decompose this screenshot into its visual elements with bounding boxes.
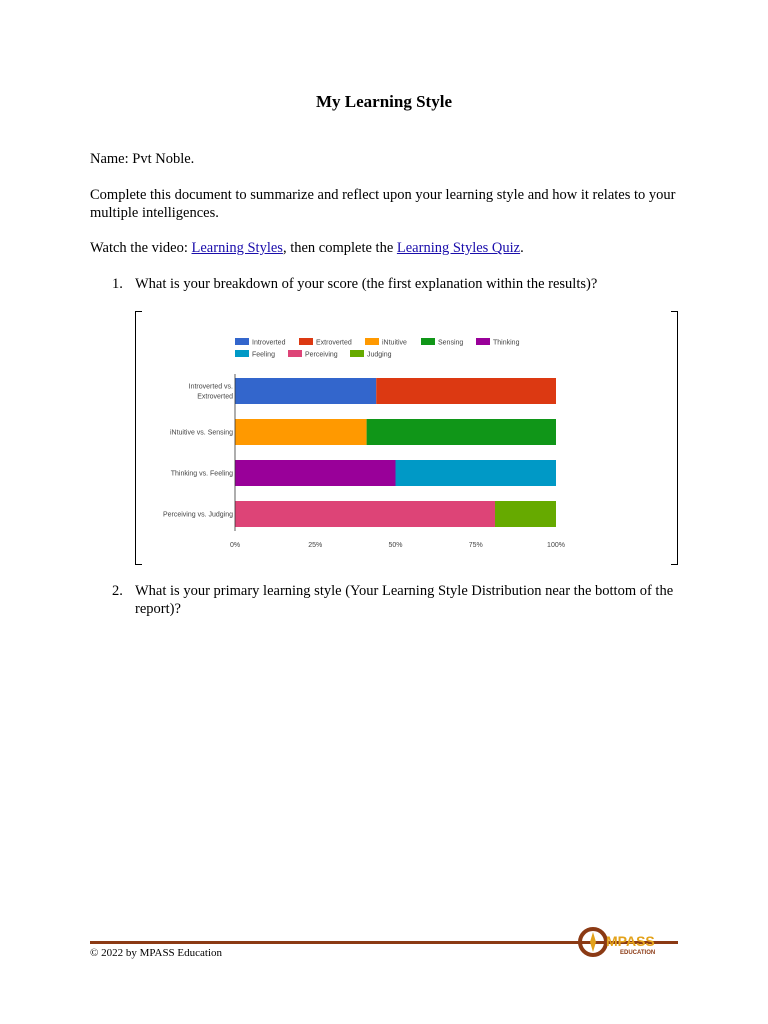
legend-swatch-sensing xyxy=(421,338,435,345)
legend-swatch-introverted xyxy=(235,338,249,345)
question-1-text: What is your breakdown of your score (the first explanation within the results)? xyxy=(135,276,598,292)
name-line: Name: Pvt Noble. xyxy=(90,151,195,167)
bar-perceiving xyxy=(235,501,495,527)
bar-thinking xyxy=(235,460,396,486)
legend-swatch-intuitive xyxy=(365,338,379,345)
intro-paragraph: Complete this document to summarize and reflect upon your learning style and how it relates to your multiple intelligences. xyxy=(90,187,676,221)
chart-bracket-right xyxy=(671,311,678,565)
watch-paragraph xyxy=(90,239,680,257)
x-tick-label-3: 75% xyxy=(468,542,483,549)
legend-label-introverted: Introverted xyxy=(252,339,286,347)
compass-needle-icon xyxy=(590,932,596,952)
legend-label-perceiving: Perceiving xyxy=(305,351,338,359)
legend-swatch-thinking xyxy=(476,338,490,345)
legend-swatch-feeling xyxy=(235,350,249,357)
legend-label-feeling: Feeling xyxy=(252,351,275,359)
x-tick-label-1: 25% xyxy=(308,542,323,549)
bar-intuitive xyxy=(235,419,367,445)
legend-swatch-perceiving xyxy=(288,350,302,357)
x-tick-label-4: 100% xyxy=(547,542,565,549)
bar-judging xyxy=(495,501,556,527)
legend-label-thinking: Thinking xyxy=(493,339,520,347)
learning-styles-quiz-link[interactable]: Learning Styles Quiz xyxy=(396,240,521,256)
watch-prefix: Watch the video: xyxy=(90,240,192,256)
compass-logo xyxy=(576,924,668,960)
logo-wordmark: MPASS xyxy=(606,933,655,949)
learning-styles-video-link[interactable]: Learning Styles xyxy=(191,240,283,256)
watch-middle: , then complete the xyxy=(282,240,397,256)
category-label-1-line-2: Extroverted xyxy=(197,393,233,401)
learning-style-chart xyxy=(140,330,670,555)
category-label-1-line-1: Introverted vs. xyxy=(188,383,233,391)
legend-label-judging: Judging xyxy=(367,351,392,359)
question-2-number: 2. xyxy=(112,583,123,599)
bar-extroverted xyxy=(376,378,556,404)
question-2-text: What is your primary learning style (Your Learning Style Distribution near the bottom of the report)? xyxy=(135,583,674,617)
legend-label-intuitive: iNtuitive xyxy=(382,339,407,347)
question-1-number: 1. xyxy=(112,276,123,292)
legend-swatch-judging xyxy=(350,350,364,357)
legend-swatch-extroverted xyxy=(299,338,313,345)
footer-copyright: © 2022 by MPASS Education xyxy=(90,947,223,959)
category-label-3: Thinking vs. Feeling xyxy=(170,470,233,478)
page-title: My Learning Style xyxy=(316,92,452,111)
x-tick-label-0: 0% xyxy=(229,542,241,549)
x-tick-label-2: 50% xyxy=(388,542,403,549)
bar-introverted xyxy=(235,378,376,404)
legend-label-sensing: Sensing xyxy=(438,339,464,347)
bar-feeling xyxy=(396,460,557,486)
legend-label-extroverted: Extroverted xyxy=(316,339,352,347)
logo-subtext: EDUCATION xyxy=(620,950,656,956)
category-label-2: iNtuitive vs. Sensing xyxy=(169,429,233,437)
watch-suffix: . xyxy=(520,240,524,256)
bar-sensing xyxy=(367,419,556,445)
category-label-4: Perceiving vs. Judging xyxy=(162,511,233,519)
